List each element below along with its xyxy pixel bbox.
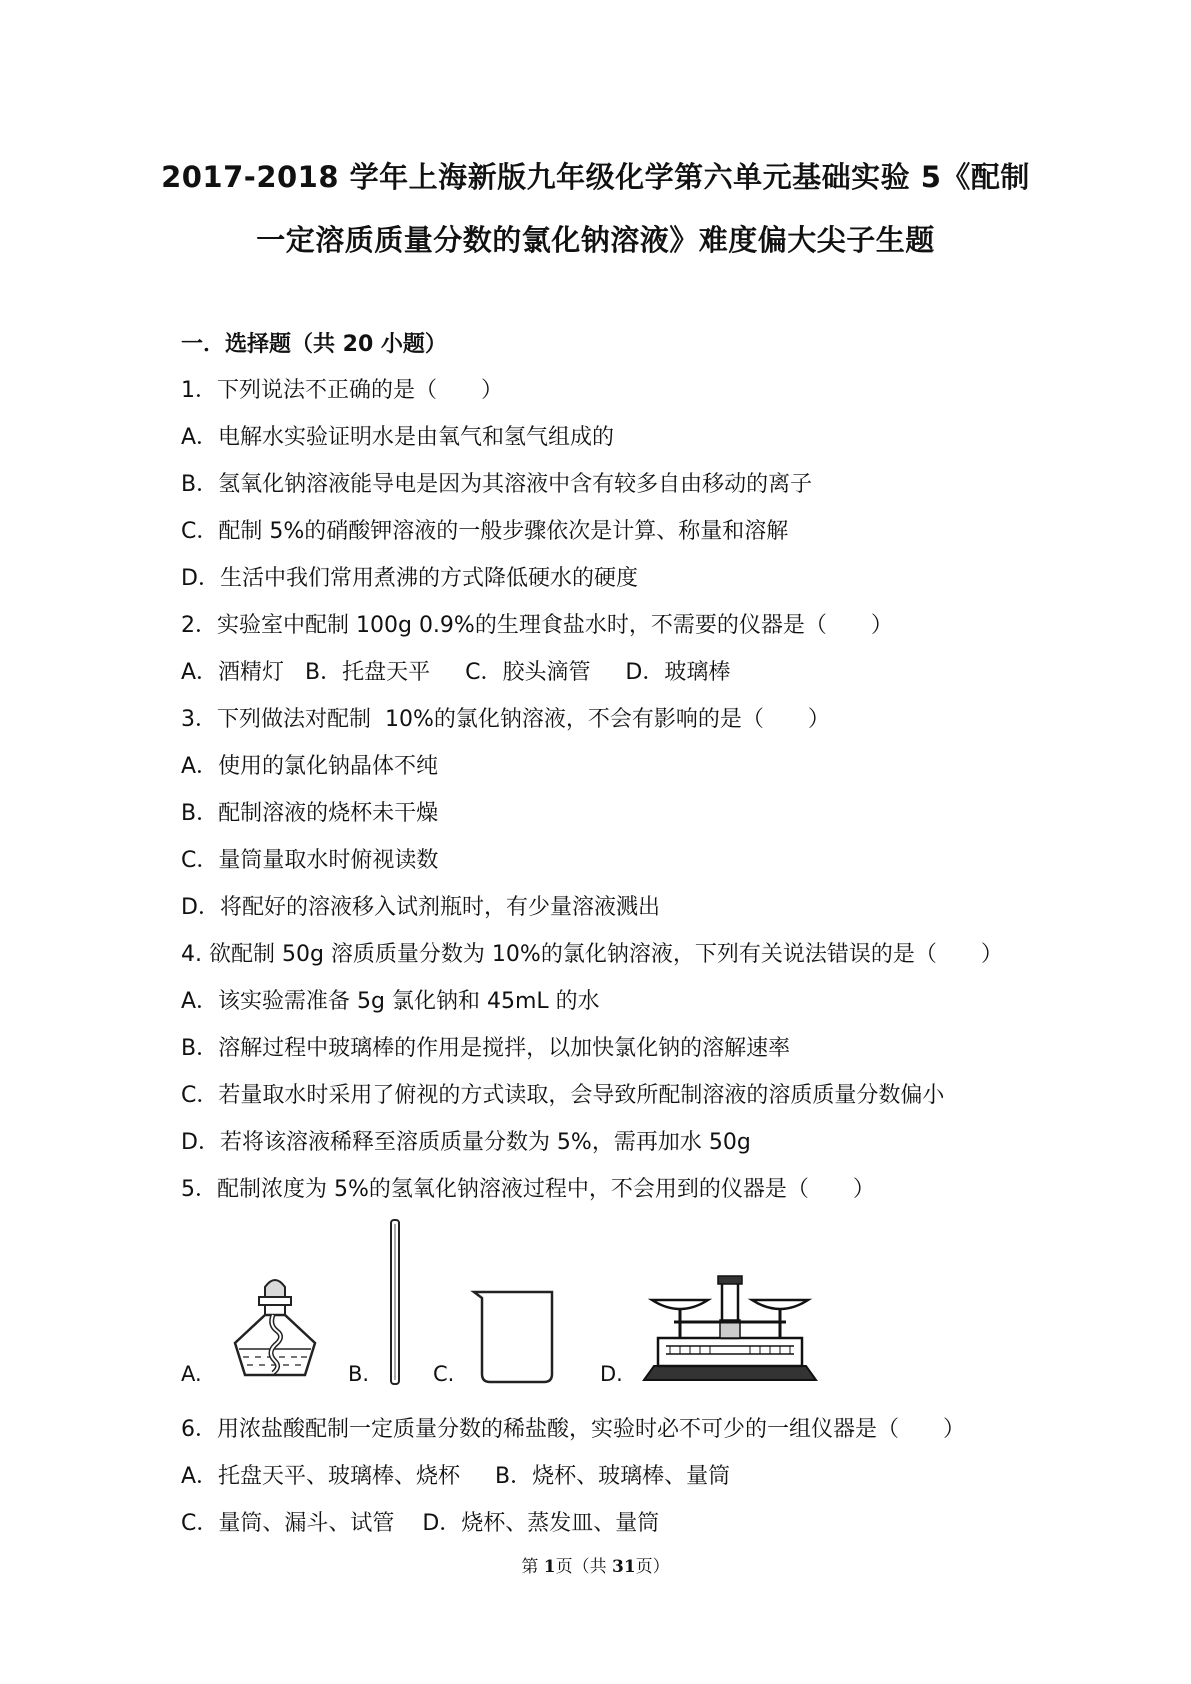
- section-heading: 一．选择题（共 20 小题）: [181, 332, 447, 357]
- beaker-figure: [470, 1288, 562, 1386]
- question-3-option-b: B．配制溶液的烧杯未干燥: [181, 801, 439, 826]
- alcohol-lamp-figure: [215, 1265, 335, 1385]
- footer-suffix: 页）: [635, 1557, 670, 1577]
- question-2-options: A．酒精灯 B．托盘天平 C．胶头滴管 D．玻璃棒: [181, 660, 731, 685]
- page-footer: [0, 1552, 1191, 1577]
- page-title-line-2: 一定溶质质量分数的氯化钠溶液》难度偏大尖子生题: [256, 223, 935, 257]
- question-6-stem: 6．用浓盐酸配制一定质量分数的稀盐酸，实验时必不可少的一组仪器是（ ）: [181, 1417, 965, 1442]
- footer-prefix: 第: [521, 1557, 544, 1577]
- glass-rod-figure: [385, 1218, 405, 1386]
- footer-total-pages: 31: [611, 1557, 636, 1577]
- footer-middle: 页（共: [555, 1557, 612, 1577]
- page-title-line-1: 2017-2018 学年上海新版九年级化学第六单元基础实验 5《配制: [161, 160, 1030, 194]
- question-4-option-d: D．若将该溶液稀释至溶质质量分数为 5%，需再加水 50g: [181, 1130, 751, 1155]
- question-3-option-c: C．量筒量取水时俯视读数: [181, 848, 439, 873]
- question-4-option-b: B．溶解过程中玻璃棒的作用是搅拌，以加快氯化钠的溶解速率: [181, 1036, 791, 1061]
- balance-figure: [640, 1262, 820, 1386]
- question-1-stem: 1．下列说法不正确的是（ ）: [181, 378, 503, 403]
- question-3-option-a: A．使用的氯化钠晶体不纯: [181, 754, 439, 779]
- question-6-options-cd: C．量筒、漏斗、试管 D．烧杯、蒸发皿、量筒: [181, 1511, 660, 1536]
- figure-label-a: A.: [181, 1362, 202, 1386]
- figure-label-d: D.: [600, 1362, 623, 1386]
- question-1-option-d: D．生活中我们常用煮沸的方式降低硬水的硬度: [181, 566, 638, 591]
- figure-label-b: B.: [348, 1362, 370, 1386]
- question-2-stem: 2．实验室中配制 100g 0.9%的生理食盐水时，不需要的仪器是（ ）: [181, 613, 893, 638]
- question-5-stem: 5．配制浓度为 5%的氢氧化钠溶液过程中，不会用到的仪器是（ ）: [181, 1177, 875, 1202]
- question-4-option-c: C．若量取水时采用了俯视的方式读取，会导致所配制溶液的溶质质量分数偏小: [181, 1083, 945, 1108]
- question-4-option-a: A．该实验需准备 5g 氯化钠和 45mL 的水: [181, 989, 600, 1014]
- question-3-option-d: D．将配好的溶液移入试剂瓶时，有少量溶液溅出: [181, 895, 660, 920]
- question-1-option-a: A．电解水实验证明水是由氧气和氢气组成的: [181, 425, 615, 450]
- question-1-option-b: B．氢氧化钠溶液能导电是因为其溶液中含有较多自由移动的离子: [181, 472, 813, 497]
- question-6-options-ab: A．托盘天平、玻璃棒、烧杯 B．烧杯、玻璃棒、量筒: [181, 1464, 731, 1489]
- figure-label-c: C.: [433, 1362, 455, 1386]
- footer-page-number: 1: [543, 1557, 556, 1577]
- question-1-option-c: C．配制 5%的硝酸钾溶液的一般步骤依次是计算、称量和溶解: [181, 519, 789, 544]
- question-3-stem: 3．下列做法对配制 10%的氯化钠溶液，不会有影响的是（ ）: [181, 707, 830, 732]
- question-4-stem: 4. 欲配制 50g 溶质质量分数为 10%的氯化钠溶液，下列有关说法错误的是（ ）: [181, 942, 1003, 967]
